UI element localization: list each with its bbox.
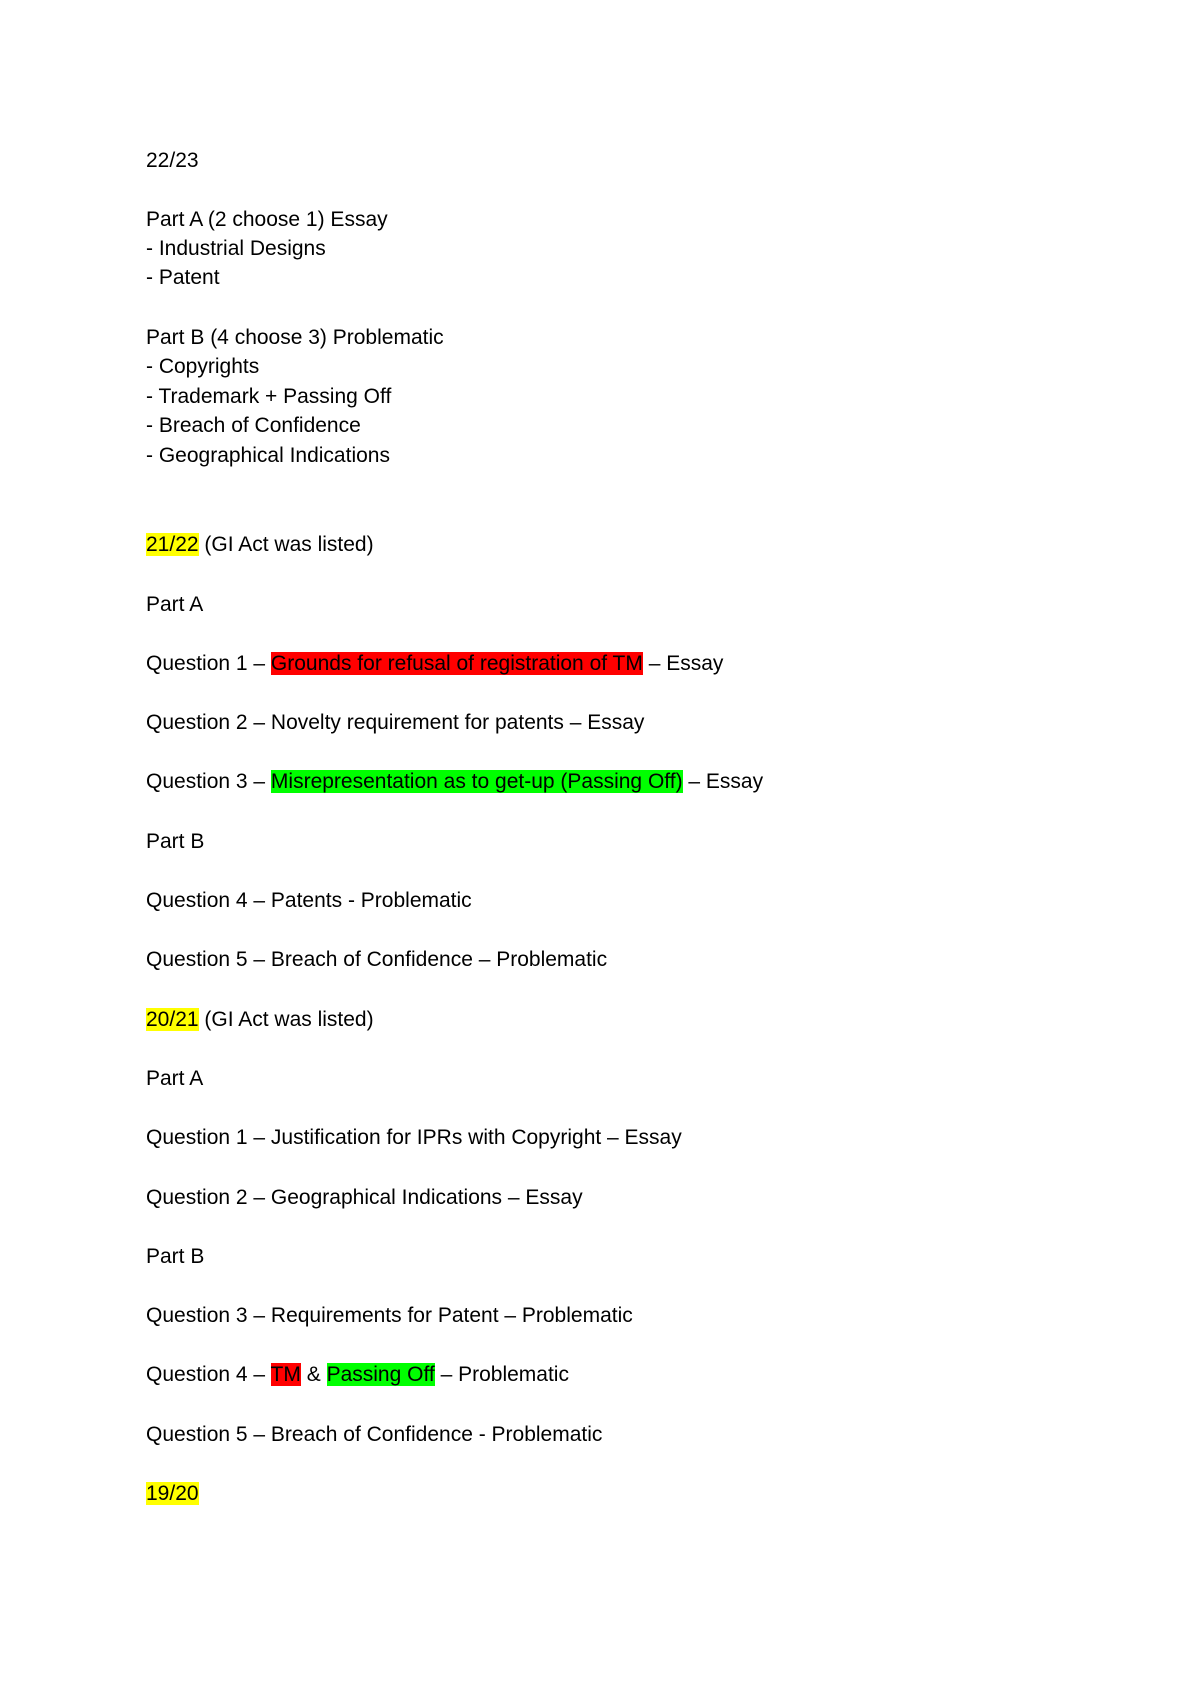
question-4-20-21: Question 4 – TM & Passing Off – Problematic (146, 1363, 569, 1386)
question-5-21-22: Question 5 – Breach of Confidence – Problematic (146, 948, 608, 971)
question-1-21-22: Question 1 – Grounds for refusal of registration of TM – Essay (146, 652, 724, 675)
year-heading-21-22 (146, 532, 374, 558)
list-item: - Geographical Indications (146, 444, 390, 467)
topic-highlight-green: Misrepresentation as to get-up (Passing Off) (270, 770, 683, 793)
part-b-heading-22-23: Part B (4 choose 3) Problematic (146, 326, 444, 349)
question-4-21-22: Question 4 – Patents - Problematic (146, 889, 472, 912)
list-item: - Breach of Confidence (146, 414, 361, 437)
question-2-20-21: Question 2 – Geographical Indications – Essay (146, 1186, 583, 1209)
year-note: (GI Act was listed) (198, 1008, 374, 1031)
year-highlight: 21/22 (146, 533, 199, 556)
list-item: - Trademark + Passing Off (146, 385, 392, 408)
list-item: - Industrial Designs (146, 237, 326, 260)
part-a-heading-22-23: Part A (2 choose 1) Essay (146, 208, 388, 231)
question-3-20-21: Question 3 – Requirements for Patent – Problematic (146, 1304, 633, 1327)
year-heading-19-20 (146, 1481, 199, 1507)
part-a-heading-21-22: Part A (146, 593, 204, 616)
question-3-21-22: Question 3 – Misrepresentation as to get-up (Passing Off) – Essay (146, 770, 764, 793)
list-item: - Copyrights (146, 355, 260, 378)
topic-highlight-red: Grounds for refusal of registration of TM (270, 652, 643, 675)
topic-highlight-red: TM (270, 1363, 301, 1386)
part-b-heading-20-21: Part B (146, 1245, 205, 1268)
question-1-20-21: Question 1 – Justification for IPRs with Copyright – Essay (146, 1126, 682, 1149)
part-a-heading-20-21: Part A (146, 1067, 204, 1090)
year-heading-20-21 (146, 1007, 374, 1033)
question-2-21-22: Question 2 – Novelty requirement for patents – Essay (146, 711, 645, 734)
year-highlight: 20/21 (146, 1008, 199, 1031)
question-5-20-21: Question 5 – Breach of Confidence - Problematic (146, 1423, 603, 1446)
year-heading-22-23: 22/23 (146, 149, 199, 172)
year-note: (GI Act was listed) (198, 533, 374, 556)
topic-highlight-green: Passing Off (326, 1363, 435, 1386)
year-highlight: 19/20 (146, 1482, 199, 1505)
part-b-heading-21-22: Part B (146, 830, 205, 853)
list-item: - Patent (146, 266, 220, 289)
